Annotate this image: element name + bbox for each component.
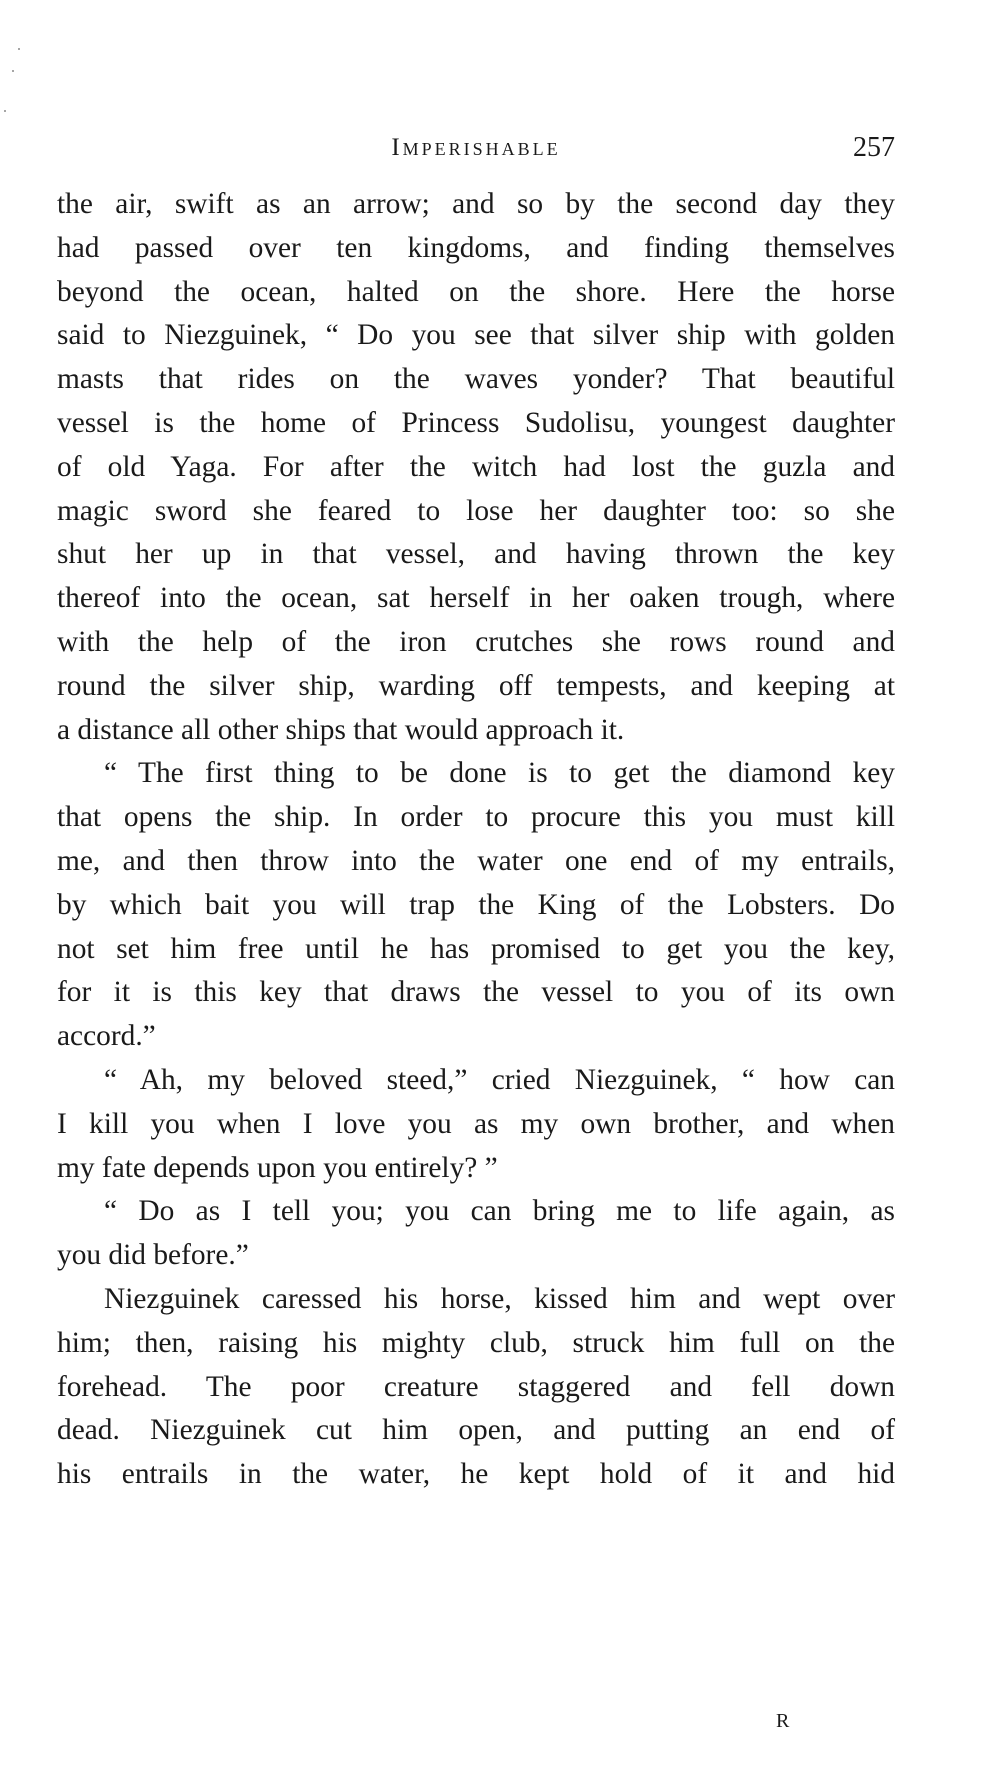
text-line: thereof into the ocean, sat herself in her oaken trough, where bbox=[57, 582, 895, 615]
paragraph bbox=[57, 665, 895, 709]
text-line: the air, swift as an arrow; and so by the second day they bbox=[57, 188, 895, 220]
paragraph bbox=[57, 577, 895, 621]
body-text bbox=[57, 183, 895, 1497]
paragraph bbox=[57, 1322, 895, 1366]
text-line: Niezguinek caressed his horse, kissed him and wept over bbox=[104, 1282, 895, 1315]
paragraph bbox=[57, 1015, 895, 1059]
text-line: a distance all other ships that would approach it. bbox=[57, 713, 625, 746]
text-line: “ Ah, my beloved steed,” cried Niezguinek, “ how can bbox=[104, 1063, 895, 1096]
paragraph bbox=[57, 1234, 895, 1278]
paragraph bbox=[57, 446, 895, 490]
paragraph bbox=[57, 709, 895, 753]
paragraph bbox=[57, 1059, 895, 1103]
text-line: beyond the ocean, halted on the shore. Here the horse bbox=[57, 275, 895, 308]
text-line: “ Do as I tell you; you can bring me to life again, as bbox=[104, 1195, 895, 1228]
paragraph bbox=[57, 1147, 895, 1191]
text-line: shut her up in that vessel, and having thrown the key bbox=[57, 538, 895, 571]
text-line: “ The first thing to be done is to get the diamond key bbox=[104, 757, 895, 790]
paragraph bbox=[57, 884, 895, 928]
text-line: vessel is the home of Princess Sudolisu, youngest daughter bbox=[57, 406, 895, 439]
text-line: for it is this key that draws the vessel to you of its own bbox=[57, 976, 895, 1009]
text-line: me, and then throw into the water one end of my entrails, bbox=[57, 844, 895, 877]
paragraph bbox=[57, 1103, 895, 1147]
paragraph bbox=[57, 402, 895, 446]
paragraph bbox=[57, 840, 895, 884]
paragraph bbox=[57, 490, 895, 534]
text-line: said to Niezguinek, “ Do you see that silver ship with golden bbox=[57, 319, 895, 352]
text-line: masts that rides on the waves yonder? That beautiful bbox=[57, 363, 895, 396]
paragraph bbox=[57, 621, 895, 665]
paper-speck bbox=[4, 110, 6, 112]
text-line: that opens the ship. In order to procure this you must kill bbox=[57, 801, 895, 834]
text-line: with the help of the iron crutches she rows round and bbox=[57, 625, 895, 658]
text-line: had passed over ten kingdoms, and finding themselves bbox=[57, 231, 895, 264]
text-line: him; then, raising his mighty club, struck him full on the bbox=[57, 1326, 895, 1359]
paper-speck bbox=[18, 48, 20, 50]
text-line: round the silver ship, warding off tempests, and keeping at bbox=[57, 669, 895, 702]
paragraph bbox=[57, 1366, 895, 1410]
signature-mark: R bbox=[776, 1710, 791, 1732]
text-line: I kill you when I love you as my own brother, and when bbox=[57, 1107, 895, 1140]
text-line: his entrails in the water, he kept hold of it and hid bbox=[57, 1458, 895, 1491]
paragraph bbox=[57, 314, 895, 358]
text-line: of old Yaga. For after the witch had lost the guzla and bbox=[57, 450, 895, 483]
text-line: my fate depends upon you entirely? ” bbox=[57, 1151, 498, 1184]
paragraph bbox=[57, 1409, 895, 1453]
paragraph bbox=[57, 271, 895, 315]
text-line: forehead. The poor creature staggered and fell down bbox=[57, 1370, 895, 1403]
paragraph bbox=[57, 183, 895, 227]
running-head bbox=[57, 134, 895, 174]
paragraph bbox=[57, 1190, 895, 1234]
paragraph bbox=[57, 752, 895, 796]
paragraph bbox=[57, 971, 895, 1015]
text-line: magic sword she feared to lose her daughter too: so she bbox=[57, 494, 895, 527]
text-line: by which bait you will trap the King of the Lobsters. Do bbox=[57, 888, 895, 921]
paragraph bbox=[57, 1278, 895, 1322]
text-line: not set him free until he has promised to get you the key, bbox=[57, 932, 895, 965]
paragraph bbox=[57, 1453, 895, 1497]
paragraph bbox=[57, 928, 895, 972]
page-number: 257 bbox=[853, 132, 895, 163]
paragraph bbox=[57, 227, 895, 271]
text-line: you did before.” bbox=[57, 1239, 249, 1272]
paragraph bbox=[57, 796, 895, 840]
paragraph bbox=[57, 358, 895, 402]
text-line: accord.” bbox=[57, 1020, 156, 1053]
running-title: Imperishable bbox=[391, 134, 561, 161]
paper-speck bbox=[12, 70, 14, 72]
text-line: dead. Niezguinek cut him open, and putting an end of bbox=[57, 1414, 895, 1447]
paragraph bbox=[57, 533, 895, 577]
